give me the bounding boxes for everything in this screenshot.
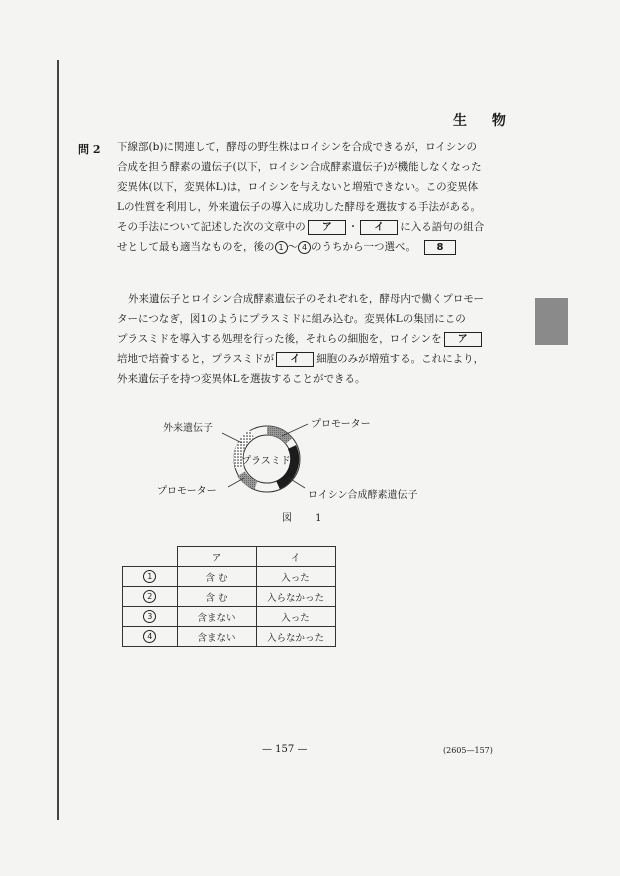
passage-line-4-post: 細胞のみが増殖する。これにより， xyxy=(316,353,485,365)
plasmid-center-label: プラスミド xyxy=(241,456,291,467)
cell-i: 入った xyxy=(256,607,335,627)
passage-blank-i: イ xyxy=(276,352,314,367)
table-row xyxy=(123,587,336,607)
cell-i: 入らなかった xyxy=(256,587,335,607)
answer-table xyxy=(122,546,336,647)
choice-marker-4: 4 xyxy=(298,241,311,254)
choice-cell xyxy=(123,607,178,627)
cell-i: 入った xyxy=(256,567,335,587)
cell-a: 含 む xyxy=(177,587,256,607)
table-corner xyxy=(123,547,178,567)
leader-foreign xyxy=(222,433,242,443)
line6-post: のうちから一つ選べ。 xyxy=(311,241,416,253)
leader-promoter-bottom xyxy=(228,478,244,487)
passage-line-4-pre: 培地で培養すると，プラスミドが xyxy=(117,353,275,365)
answer-number-box: 8 xyxy=(424,240,456,255)
question-line-1: 下線部(b)に関連して，酵母の野生株はロイシンを合成できるが，ロイシンの xyxy=(117,141,478,153)
choice-number: 1 xyxy=(143,570,156,583)
line5-post: に入る語句の組合 xyxy=(400,221,485,233)
line6-pre: せとして最も適当なものを，後の xyxy=(117,241,275,253)
label-leucine-gene: ロイシン合成酵素遺伝子 xyxy=(308,490,418,501)
passage-line-1: 外来遺伝子とロイシン合成酵素遺伝子のそれぞれを，酵母内で働くプロモー xyxy=(128,293,485,305)
label-foreign-gene: 外来遺伝子 xyxy=(163,423,213,434)
question-line-4: Lの性質を利用し，外来遺伝子の導入に成功した酵母を選抜する手法がある。 xyxy=(117,201,481,213)
table-row xyxy=(123,567,336,587)
question-line-2: 合成を担う酵素の遺伝子(以下，ロイシン合成酵素遺伝子)が機能しなくなった xyxy=(117,161,482,173)
cell-a: 含まない xyxy=(177,627,256,647)
question-number: 問 2 xyxy=(78,143,101,156)
line5-mid: ・ xyxy=(347,221,359,233)
page-number: — 157 — xyxy=(262,744,308,755)
question-line-3: 変異体(以下，変異体L)は，ロイシンを与えないと増殖できない。この変異体 xyxy=(117,181,479,193)
leader-leucine xyxy=(289,478,305,488)
promoter-top-segment xyxy=(267,431,289,442)
table-row xyxy=(123,607,336,627)
cell-a: 含まない xyxy=(177,607,256,627)
passage-blank-a: ア xyxy=(444,332,482,347)
label-promoter-bottom: プロモーター xyxy=(157,486,217,497)
promoter-bottom-segment xyxy=(241,474,256,485)
line6-mid: 〜 xyxy=(287,241,298,253)
choice-number: 3 xyxy=(143,610,156,623)
choice-marker-1: 1 xyxy=(275,241,288,254)
subject-header: 生 物 xyxy=(453,113,516,129)
header-i: イ xyxy=(256,547,335,567)
figure-caption: 図 1 xyxy=(282,513,332,524)
passage-line-3-pre: プラスミドを導入する処理を行った後，それらの細胞を，ロイシンを xyxy=(117,333,442,345)
cell-i: 入らなかった xyxy=(256,627,335,647)
header-a: ア xyxy=(177,547,256,567)
choice-number: 4 xyxy=(143,630,156,643)
cell-a: 含 む xyxy=(177,567,256,587)
page-code: (2605—157) xyxy=(443,746,493,755)
line5-pre: その手法について記述した次の文章中の xyxy=(117,221,306,233)
blank-a-box: ア xyxy=(308,220,346,235)
table-header-row xyxy=(123,547,336,567)
label-promoter-top: プロモーター xyxy=(311,419,371,430)
blank-i-box: イ xyxy=(360,220,398,235)
choice-cell xyxy=(123,627,178,647)
passage-line-5: 外来遺伝子を持つ変異体Lを選抜することができる。 xyxy=(117,373,366,385)
choice-number: 2 xyxy=(143,590,156,603)
passage-line-2: ターにつなぎ，図1のようにプラスミドに組み込む。変異体Lの集団にこの xyxy=(117,313,466,325)
choice-cell xyxy=(123,567,178,587)
table-row xyxy=(123,627,336,647)
choice-cell xyxy=(123,587,178,607)
leader-promoter-top xyxy=(282,424,308,436)
